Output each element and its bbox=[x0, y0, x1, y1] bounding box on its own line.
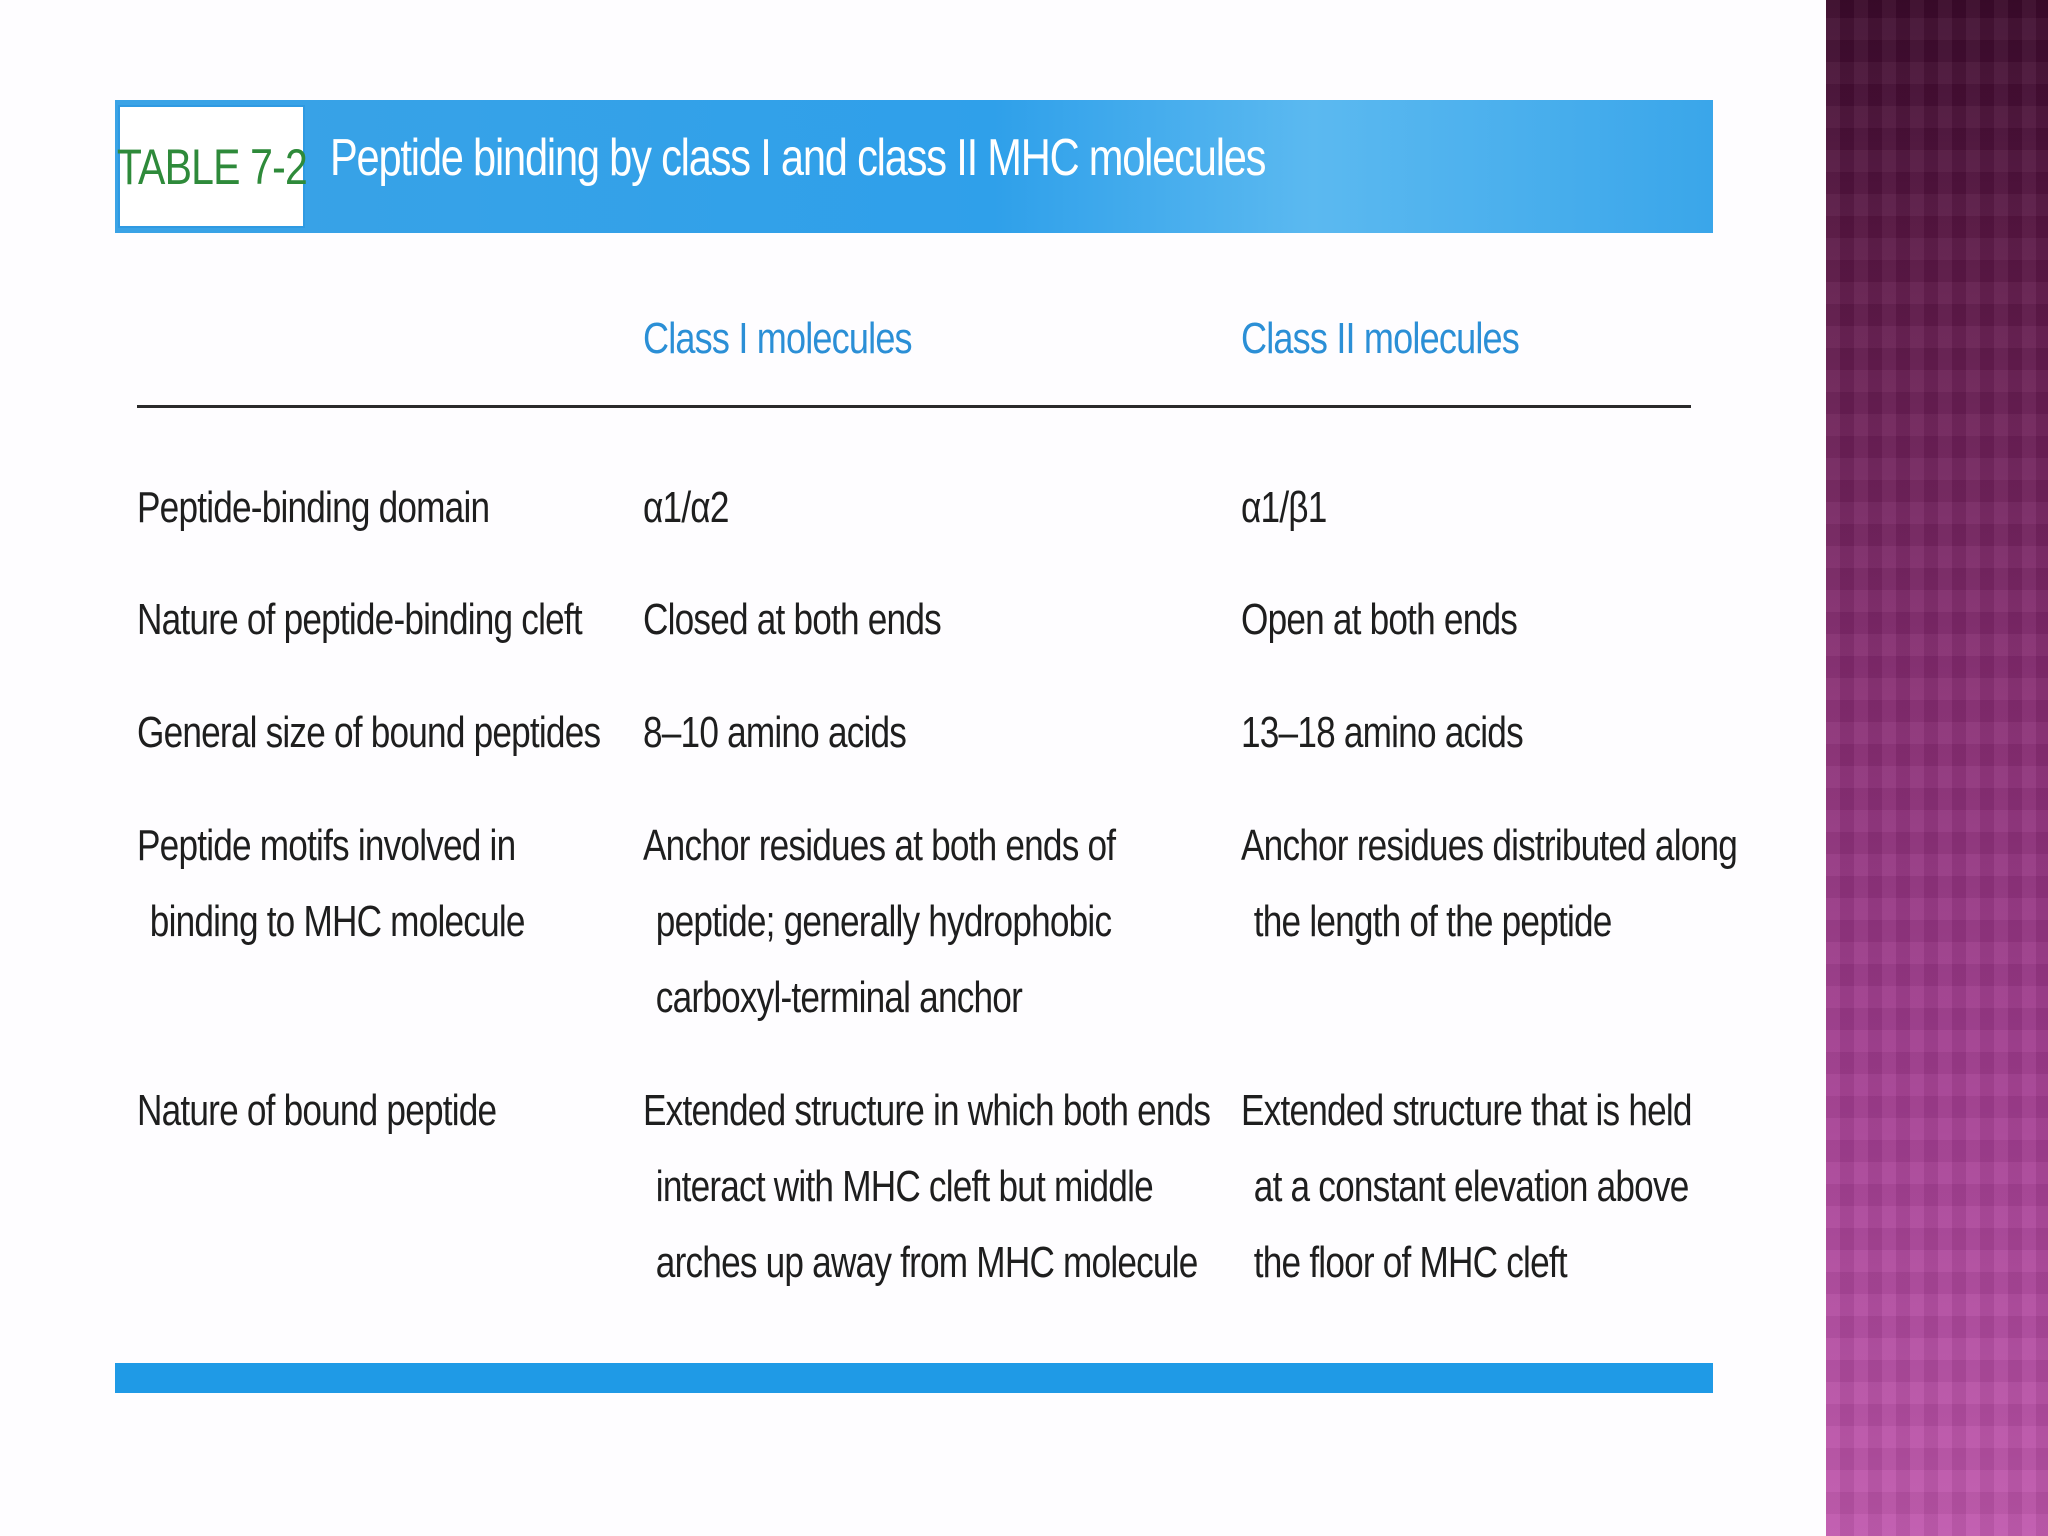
row-class2-line: Anchor residues distributed along bbox=[1241, 821, 1738, 870]
row-class1-value bbox=[643, 808, 1115, 1036]
row-class2-line: α1/β1 bbox=[1241, 483, 1327, 532]
row-class1-value bbox=[643, 582, 941, 658]
row-class1-line: 8–10 amino acids bbox=[643, 708, 907, 757]
row-feature-line: General size of bound peptides bbox=[137, 708, 601, 757]
decorative-side-panel bbox=[1826, 0, 2048, 1536]
row-class2-line: the length of the peptide bbox=[1253, 897, 1612, 946]
header-rule bbox=[137, 405, 1691, 408]
row-class2-line: Open at both ends bbox=[1241, 595, 1518, 644]
row-feature-line: Nature of peptide-binding cleft bbox=[137, 595, 582, 644]
row-class1-line: arches up away from MHC molecule bbox=[655, 1238, 1198, 1287]
row-class2-value bbox=[1241, 470, 1327, 546]
row-class2-value bbox=[1241, 582, 1517, 658]
row-class1-value bbox=[643, 695, 906, 771]
row-feature bbox=[137, 1073, 496, 1149]
row-feature bbox=[137, 695, 600, 771]
row-feature bbox=[137, 470, 489, 546]
row-class1-line: α1/α2 bbox=[643, 483, 729, 532]
row-class1-line: interact with MHC cleft but middle bbox=[655, 1162, 1153, 1211]
row-feature-line: binding to MHC molecule bbox=[149, 897, 525, 946]
table-footer-bar bbox=[115, 1363, 1713, 1393]
row-class2-value bbox=[1241, 695, 1523, 771]
row-class2-value bbox=[1241, 808, 1737, 960]
row-class2-value bbox=[1241, 1073, 1692, 1301]
column-heading-class2: Class II molecules bbox=[1241, 314, 1519, 363]
row-class1-line: Closed at both ends bbox=[643, 595, 941, 644]
row-feature-line: Peptide motifs involved in bbox=[137, 821, 516, 870]
row-class1-line: peptide; generally hydrophobic bbox=[655, 897, 1112, 946]
row-class1-line: Extended structure in which both ends bbox=[643, 1086, 1211, 1135]
table-label: TABLE 7-2 bbox=[116, 138, 307, 195]
column-heading-class1: Class I molecules bbox=[643, 314, 912, 363]
row-class2-line: at a constant elevation above bbox=[1253, 1162, 1689, 1211]
row-feature-line: Peptide-binding domain bbox=[137, 483, 490, 532]
row-class1-line: carboxyl-terminal anchor bbox=[655, 973, 1022, 1022]
row-class1-value bbox=[643, 1073, 1210, 1301]
row-feature bbox=[137, 808, 525, 960]
row-class2-line: Extended structure that is held bbox=[1241, 1086, 1692, 1135]
row-class2-line: 13–18 amino acids bbox=[1241, 708, 1523, 757]
row-feature bbox=[137, 582, 582, 658]
row-class1-value bbox=[643, 470, 729, 546]
table-header-banner bbox=[115, 100, 1713, 233]
row-class2-line: the floor of MHC cleft bbox=[1253, 1238, 1567, 1287]
row-feature-line: Nature of bound peptide bbox=[137, 1086, 497, 1135]
table-label-box bbox=[118, 105, 305, 228]
row-class1-line: Anchor residues at both ends of bbox=[643, 821, 1116, 870]
table-title: Peptide binding by class I and class II MHC molecules bbox=[330, 129, 1266, 187]
